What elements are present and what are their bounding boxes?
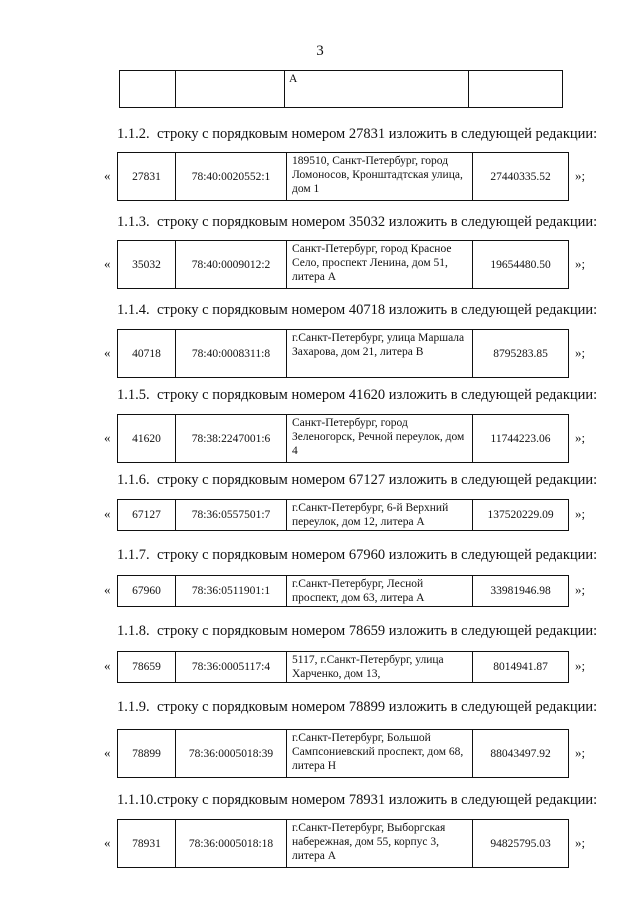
table-row (118, 415, 569, 463)
table-row (118, 730, 569, 778)
cell-number: 67127 (118, 500, 176, 531)
cell-value: 137520229.09 (473, 500, 569, 531)
entry-table (117, 152, 569, 201)
cell-address: 5117, г.Санкт-Петербург, улица Харченко, дом 13, (287, 652, 473, 683)
cell-cadastral: 78:40:0009012:2 (176, 241, 287, 289)
cell-number (120, 71, 176, 108)
clause-number: 1.1.2. (117, 126, 150, 142)
entry-table (117, 819, 569, 868)
cell-address: г.Санкт-Петербург, Большой Сампсониевский проспект, дом 68, литера Н (287, 730, 473, 778)
cell-cadastral: 78:36:0557501:7 (176, 500, 287, 531)
amendment-heading (117, 623, 597, 640)
heading-text: строку с порядковым номером 27831 изложить в следующей редакции: (157, 126, 598, 142)
cell-value: 33981946.98 (473, 576, 569, 607)
cell-cadastral: 78:36:0005018:18 (176, 820, 287, 868)
cell-address: А (285, 71, 469, 108)
quote-open: « (104, 506, 111, 521)
cell-address: 189510, Санкт-Петербург, город Ломоносов, Кронштадтская улица, дом 1 (287, 153, 473, 201)
cell-address: Санкт-Петербург, город Красное Село, проспект Ленина, дом 51, литера А (287, 241, 473, 289)
heading-text: строку с порядковым номером 41620 изложить в следующей редакции: (157, 387, 598, 403)
entry-table (117, 729, 569, 778)
cell-cadastral: 78:40:0008311:8 (176, 330, 287, 378)
heading-text: строку с порядковым номером 35032 изложить в следующей редакции: (157, 214, 598, 230)
quote-open: « (104, 745, 111, 760)
cell-number: 40718 (118, 330, 176, 378)
clause-number: 1.1.8. (117, 623, 150, 639)
cell-number: 41620 (118, 415, 176, 463)
table-row (118, 241, 569, 289)
cell-address: г.Санкт-Петербург, улица Маршала Захарова, дом 21, литера В (287, 330, 473, 378)
cell-number: 78659 (118, 652, 176, 683)
heading-text: строку с порядковым номером 67960 изложить в следующей редакции: (157, 547, 598, 563)
table-row (118, 500, 569, 531)
amendment-heading (117, 387, 597, 404)
table-row (118, 820, 569, 868)
cell-address: Санкт-Петербург, город Зеленогорск, Речной переулок, дом 4 (287, 415, 473, 463)
cell-value: 88043497.92 (473, 730, 569, 778)
cell-cadastral: 78:36:0005117:4 (176, 652, 287, 683)
cell-value: 27440335.52 (473, 153, 569, 201)
heading-text: строку с порядковым номером 78899 изложить в следующей редакции: (157, 699, 598, 715)
table-row (118, 576, 569, 607)
entry-table (117, 499, 569, 531)
cell-value: 94825795.03 (473, 820, 569, 868)
amendment-heading (117, 792, 597, 809)
cell-number: 35032 (118, 241, 176, 289)
quote-open: « (104, 835, 111, 850)
quote-open: « (104, 658, 111, 673)
cell-number: 78899 (118, 730, 176, 778)
cell-address: г.Санкт-Петербург, Лесной проспект, дом 63, литера А (287, 576, 473, 607)
quote-close: »; (575, 256, 586, 271)
cell-value: 8014941.87 (473, 652, 569, 683)
cell-cadastral: 78:36:0005018:39 (176, 730, 287, 778)
quote-open: « (104, 256, 111, 271)
quote-close: »; (575, 745, 586, 760)
heading-text: строку с порядковым номером 40718 изложить в следующей редакции: (157, 302, 598, 318)
amendment-heading (117, 699, 597, 716)
clause-number: 1.1.9. (117, 699, 150, 715)
clause-number: 1.1.6. (117, 472, 150, 488)
table-row (118, 652, 569, 683)
entry-table (117, 329, 569, 378)
clause-number: 1.1.7. (117, 547, 150, 563)
clause-number: 1.1.4. (117, 302, 150, 318)
cell-value: 11744223.06 (473, 415, 569, 463)
quote-close: »; (575, 345, 586, 360)
amendment-heading (117, 472, 597, 489)
quote-close: »; (575, 835, 586, 850)
cell-cadastral: 78:36:0511901:1 (176, 576, 287, 607)
cell-cadastral: 78:38:2247001:6 (176, 415, 287, 463)
cell-value (469, 71, 563, 108)
clause-number: 1.1.10. (117, 792, 157, 808)
table-row (120, 71, 563, 108)
entry-table (117, 240, 569, 289)
page-number: 3 (316, 43, 324, 59)
amendment-heading (117, 302, 597, 319)
quote-close: »; (575, 430, 586, 445)
quote-close: »; (575, 658, 586, 673)
quote-close: »; (575, 168, 586, 183)
cell-value: 8795283.85 (473, 330, 569, 378)
continuation-table (119, 70, 563, 108)
quote-open: « (104, 168, 111, 183)
cell-number: 78931 (118, 820, 176, 868)
entry-table (117, 651, 569, 683)
cell-cadastral: 78:40:0020552:1 (176, 153, 287, 201)
clause-number: 1.1.5. (117, 387, 150, 403)
table-row (118, 330, 569, 378)
clause-number: 1.1.3. (117, 214, 150, 230)
quote-open: « (104, 582, 111, 597)
cell-number: 67960 (118, 576, 176, 607)
cell-cadastral (176, 71, 285, 108)
amendment-heading (117, 126, 597, 143)
cell-address: г.Санкт-Петербург, Выборгская набережная, дом 55, корпус 3, литера А (287, 820, 473, 868)
heading-text: строку с порядковым номером 78659 изложить в следующей редакции: (157, 623, 598, 639)
cell-number: 27831 (118, 153, 176, 201)
heading-text: строку с порядковым номером 67127 изложить в следующей редакции: (157, 472, 598, 488)
amendment-heading (117, 214, 597, 231)
quote-close: »; (575, 506, 586, 521)
cell-value: 19654480.50 (473, 241, 569, 289)
table-row (118, 153, 569, 201)
quote-open: « (104, 430, 111, 445)
amendment-heading (117, 547, 597, 564)
cell-address: г.Санкт-Петербург, 6-й Верхний переулок, дом 12, литера А (287, 500, 473, 531)
quote-open: « (104, 345, 111, 360)
heading-text: строку с порядковым номером 78931 изложить в следующей редакции: (157, 792, 598, 808)
quote-close: »; (575, 582, 586, 597)
entry-table (117, 575, 569, 607)
entry-table (117, 414, 569, 463)
